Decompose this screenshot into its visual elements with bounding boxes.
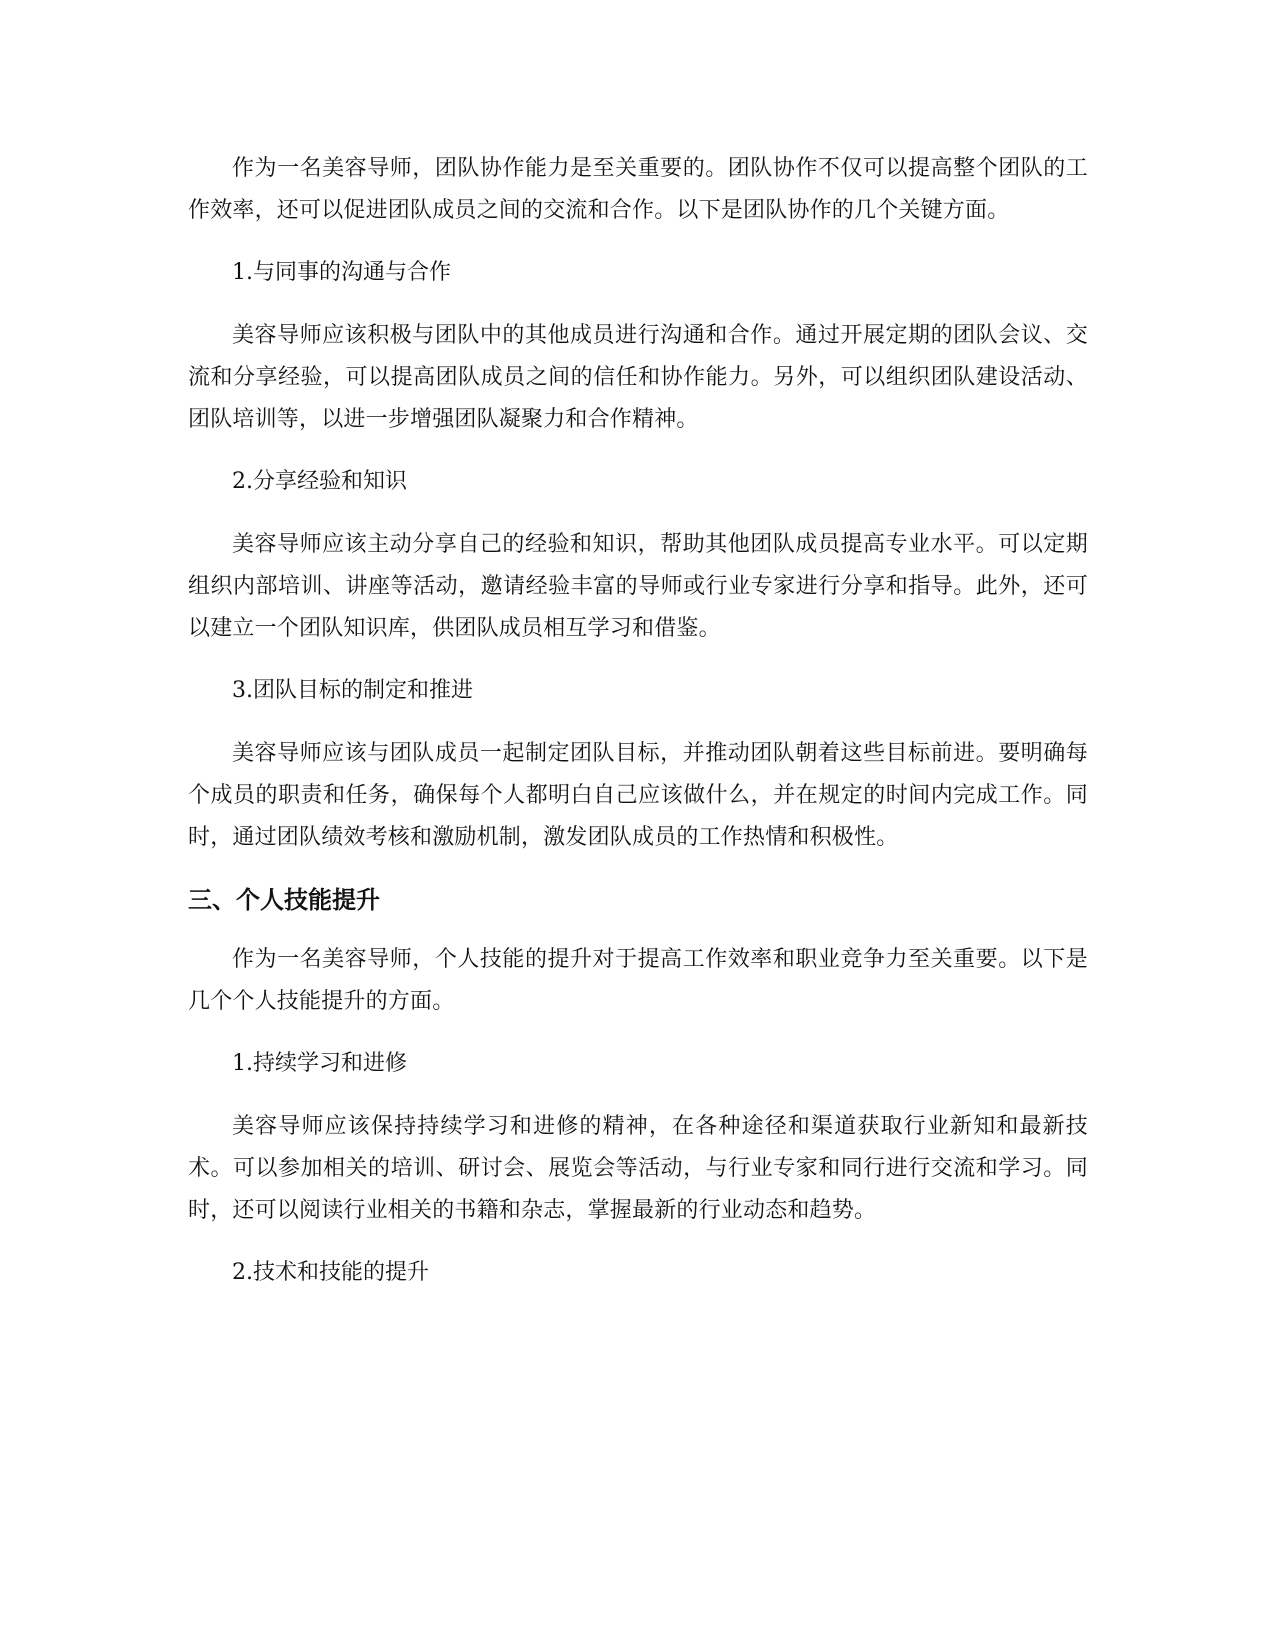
list-item-body: 美容导师应该积极与团队中的其他成员进行沟通和合作。通过开展定期的团队会议、交流和分享经验，可以提高团队成员之间的信任和协作能力。另外，可以组织团队建设活动、团队培训等，以进一步增强团队凝聚力和合作精神。	[188, 323, 1088, 432]
list-item-body: 美容导师应该与团队成员一起制定团队目标，并推动团队朝着这些目标前进。要明确每个成员的职责和任务，确保每个人都明白自己应该做什么，并在规定的时间内完成工作。同时，通过团队绩效考核和激励机制，激发团队成员的工作热情和积极性。	[188, 741, 1088, 850]
list-item-title: 2.分享经验和知识	[232, 469, 407, 494]
list-item-body: 美容导师应该保持持续学习和进修的精神，在各种途径和渠道获取行业新知和最新技术。可以参加相关的培训、研讨会、展览会等活动，与行业专家和同行进行交流和学习。同时，还可以阅读行业相关的书籍和杂志，掌握最新的行业动态和趋势。	[188, 1114, 1088, 1223]
section-heading: 三、个人技能提升	[188, 886, 380, 914]
document-body	[188, 148, 1088, 1315]
list-item-title: 1.与同事的沟通与合作	[232, 260, 451, 285]
section-intro-paragraph: 作为一名美容导师，个人技能的提升对于提高工作效率和职业竞争力至关重要。以下是几个个人技能提升的方面。	[188, 947, 1088, 1014]
list-item-title: 1.持续学习和进修	[232, 1051, 407, 1076]
list-item-body: 美容导师应该主动分享自己的经验和知识，帮助其他团队成员提高专业水平。可以定期组织内部培训、讲座等活动，邀请经验丰富的导师或行业专家进行分享和指导。此外，还可以建立一个团队知识库，供团队成员相互学习和借鉴。	[188, 532, 1088, 641]
list-item-title: 2.技术和技能的提升	[232, 1260, 429, 1285]
intro-paragraph: 作为一名美容导师，团队协作能力是至关重要的。团队协作不仅可以提高整个团队的工作效率，还可以促进团队成员之间的交流和合作。以下是团队协作的几个关键方面。	[188, 156, 1088, 223]
list-item-title: 3.团队目标的制定和推进	[232, 678, 473, 703]
